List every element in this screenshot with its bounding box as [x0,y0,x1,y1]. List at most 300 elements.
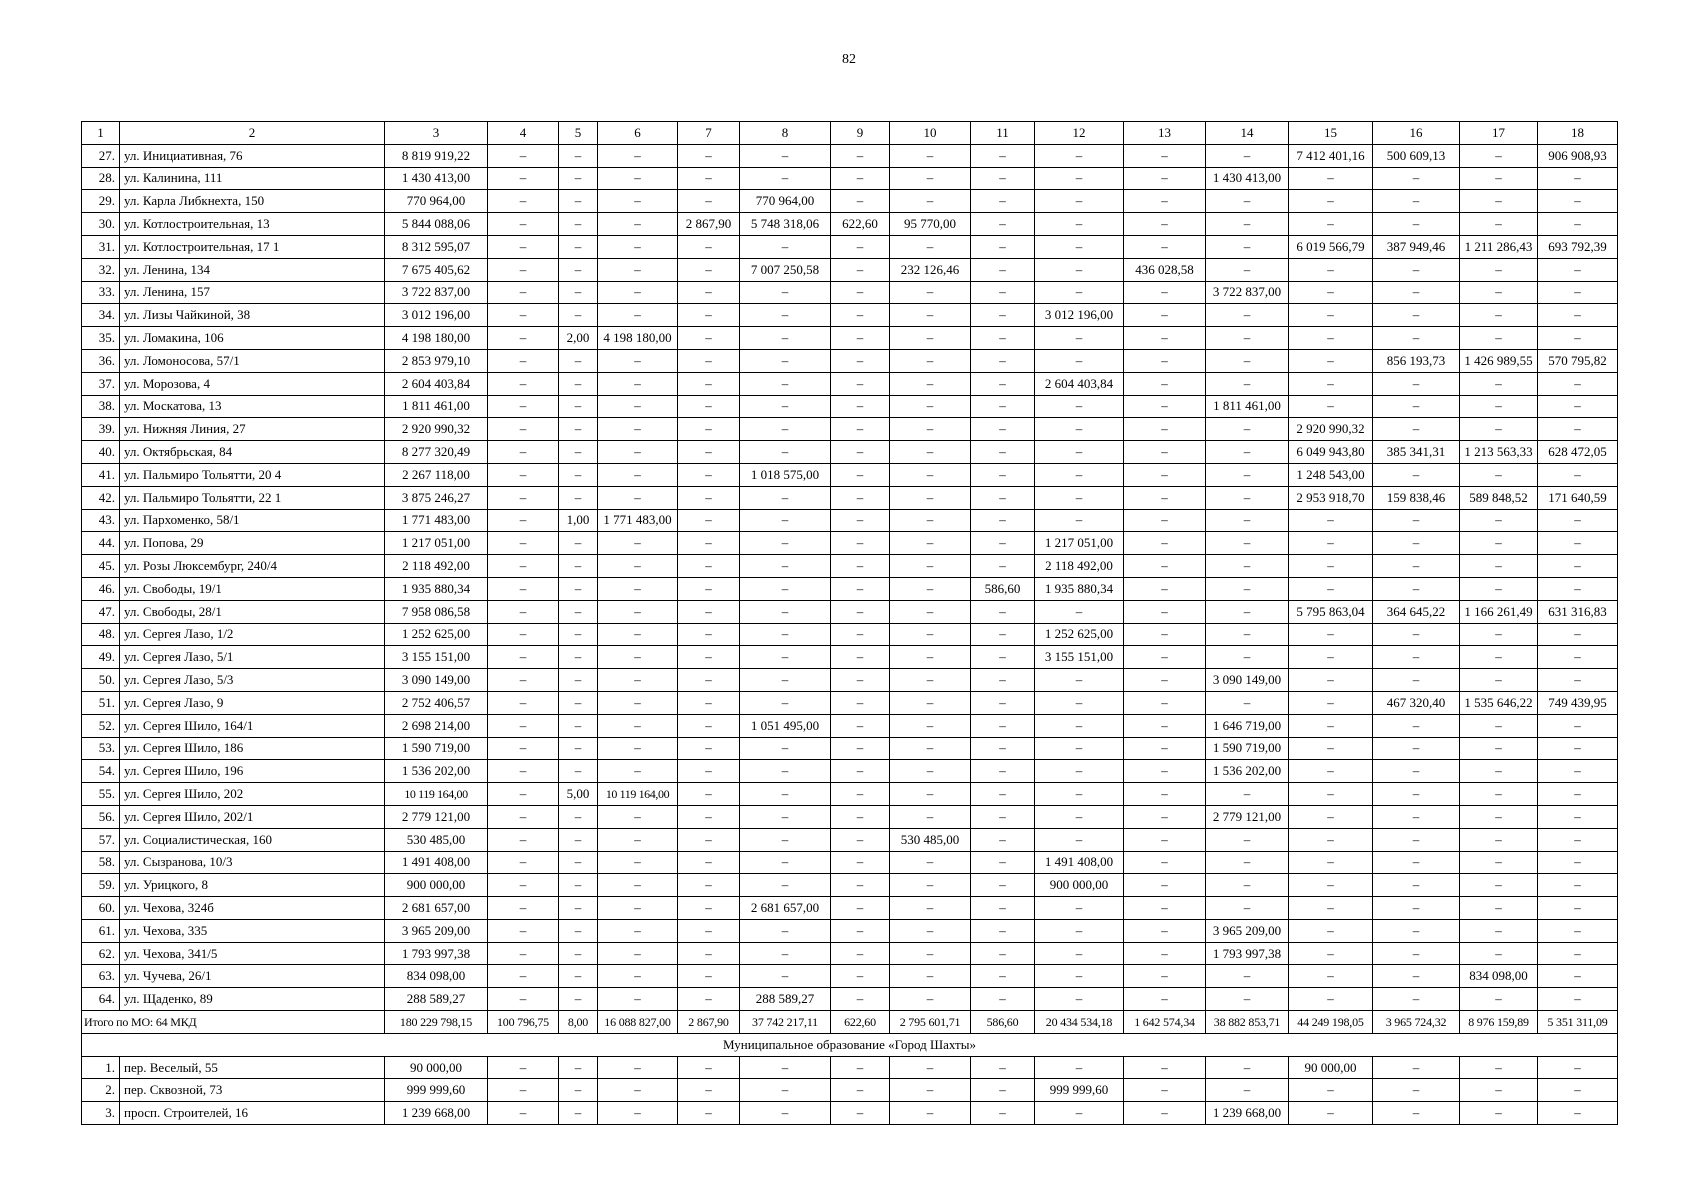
value-cell: – [598,372,678,395]
value-cell: – [1538,1079,1618,1102]
value-cell: – [598,463,678,486]
row-number: 45. [82,555,120,578]
value-cell: – [890,897,971,920]
value-cell: – [1206,327,1289,350]
value-cell: – [559,851,598,874]
value-cell: – [831,281,890,304]
value-cell: 1 430 413,00 [385,167,488,190]
value-cell: – [1289,258,1373,281]
value-cell: – [559,167,598,190]
value-cell: 1 536 202,00 [385,760,488,783]
value-cell: – [1206,235,1289,258]
value-cell: – [598,235,678,258]
row-number: 42. [82,486,120,509]
value-cell: 3 090 149,00 [385,669,488,692]
value-cell: – [488,623,559,646]
value-cell: – [1124,395,1206,418]
value-cell: – [1206,828,1289,851]
value-cell: – [1124,441,1206,464]
column-header: 11 [971,122,1035,145]
value-cell: – [1289,988,1373,1011]
value-cell: 900 000,00 [1035,874,1124,897]
value-cell: – [488,372,559,395]
value-cell: – [488,965,559,988]
value-cell: – [1289,349,1373,372]
value-cell: 1 771 483,00 [385,509,488,532]
value-cell: – [598,805,678,828]
value-cell: – [1124,965,1206,988]
value-cell: – [1206,897,1289,920]
table-row [82,783,1618,806]
value-cell: – [1373,874,1460,897]
table-row [82,919,1618,942]
value-cell: – [740,327,831,350]
value-cell: – [488,509,559,532]
value-cell: – [488,304,559,327]
value-cell: – [678,258,740,281]
value-cell: – [1460,304,1538,327]
value-cell: – [740,874,831,897]
value-cell: – [1373,167,1460,190]
value-cell: – [559,965,598,988]
value-cell: – [1035,235,1124,258]
value-cell: – [598,395,678,418]
value-cell: – [890,714,971,737]
value-cell: – [831,304,890,327]
value-cell: 1 018 575,00 [740,463,831,486]
value-cell: 1 793 997,38 [385,942,488,965]
value-cell: – [1124,714,1206,737]
value-cell: – [890,851,971,874]
value-cell: 1 646 719,00 [1206,714,1289,737]
total-value-cell: 586,60 [971,1011,1035,1034]
value-cell: – [1538,623,1618,646]
row-number: 56. [82,805,120,828]
value-cell: – [890,805,971,828]
value-cell: 2 920 990,32 [385,418,488,441]
value-cell: – [1035,897,1124,920]
value-cell: – [831,144,890,167]
total-value-cell: 3 965 724,32 [1373,1011,1460,1034]
value-cell: 589 848,52 [1460,486,1538,509]
value-cell: – [559,805,598,828]
value-cell: – [1289,828,1373,851]
value-cell: 2 779 121,00 [1206,805,1289,828]
value-cell: – [488,851,559,874]
value-cell: – [831,395,890,418]
value-cell: – [740,532,831,555]
value-cell: – [1373,737,1460,760]
value-cell: – [971,327,1035,350]
value-cell: – [831,509,890,532]
value-cell: – [1373,851,1460,874]
value-cell: – [1035,760,1124,783]
value-cell: – [1373,190,1460,213]
value-cell: 90 000,00 [385,1056,488,1079]
value-cell: – [559,235,598,258]
value-cell: – [740,144,831,167]
total-label: Итого по МО: 64 МКД [82,1011,385,1034]
row-number: 27. [82,144,120,167]
value-cell: – [1289,737,1373,760]
value-cell: – [1124,691,1206,714]
value-cell: – [559,349,598,372]
value-cell: – [1124,213,1206,236]
value-cell: – [740,942,831,965]
column-header: 1 [82,122,120,145]
value-cell: – [1538,509,1618,532]
row-number: 49. [82,646,120,669]
table-row [82,737,1618,760]
funding-table [81,121,1618,1125]
value-cell: – [598,304,678,327]
address-cell: ул. Нижняя Линия, 27 [120,418,385,441]
value-cell: – [488,577,559,600]
value-cell: – [1206,349,1289,372]
value-cell: – [1206,190,1289,213]
value-cell: – [740,760,831,783]
value-cell: – [971,737,1035,760]
value-cell: – [488,281,559,304]
value-cell: – [890,235,971,258]
value-cell: – [1289,714,1373,737]
value-cell: – [1289,942,1373,965]
value-cell: 5 844 088,06 [385,213,488,236]
value-cell: 232 126,46 [890,258,971,281]
address-cell: ул. Ломакина, 106 [120,327,385,350]
column-header: 14 [1206,122,1289,145]
value-cell: – [831,555,890,578]
value-cell: – [1538,919,1618,942]
value-cell: – [740,1102,831,1125]
value-cell: 7 675 405,62 [385,258,488,281]
value-cell: 834 098,00 [385,965,488,988]
value-cell: – [971,167,1035,190]
value-cell: – [1373,555,1460,578]
value-cell: – [1538,281,1618,304]
value-cell: – [559,1079,598,1102]
value-cell: – [559,190,598,213]
value-cell: – [1124,1079,1206,1102]
value-cell: 7 007 250,58 [740,258,831,281]
value-cell: – [1289,760,1373,783]
value-cell: – [971,1056,1035,1079]
value-cell: – [559,737,598,760]
value-cell: – [831,623,890,646]
value-cell: – [1538,828,1618,851]
value-cell: – [488,988,559,1011]
row-number: 29. [82,190,120,213]
value-cell: – [488,919,559,942]
value-cell: – [971,897,1035,920]
value-cell: 570 795,82 [1538,349,1618,372]
value-cell: 2 604 403,84 [1035,372,1124,395]
total-value-cell: 2 867,90 [678,1011,740,1034]
value-cell: – [678,372,740,395]
value-cell: – [678,646,740,669]
row-number: 39. [82,418,120,441]
value-cell: – [1035,965,1124,988]
value-cell: – [740,691,831,714]
value-cell: – [890,600,971,623]
value-cell: – [488,1056,559,1079]
value-cell: – [678,691,740,714]
value-cell: – [1035,828,1124,851]
value-cell: – [1289,509,1373,532]
value-cell: – [971,304,1035,327]
value-cell: – [1035,144,1124,167]
value-cell: 3 875 246,27 [385,486,488,509]
value-cell: – [1460,190,1538,213]
value-cell: – [598,623,678,646]
value-cell: – [740,851,831,874]
value-cell: – [1289,646,1373,669]
value-cell: – [488,714,559,737]
value-cell: – [831,486,890,509]
value-cell: – [890,737,971,760]
value-cell: – [488,783,559,806]
row-number: 43. [82,509,120,532]
value-cell: – [559,1056,598,1079]
value-cell: – [559,258,598,281]
value-cell: – [1373,463,1460,486]
value-cell: – [678,714,740,737]
value-cell: – [971,509,1035,532]
table-row [82,395,1618,418]
value-cell: – [890,281,971,304]
value-cell: – [890,441,971,464]
value-cell: 3 722 837,00 [385,281,488,304]
value-cell: – [598,646,678,669]
value-cell: – [1124,942,1206,965]
value-cell: 8 819 919,22 [385,144,488,167]
column-header: 18 [1538,122,1618,145]
address-cell: ул. Сергея Шило, 164/1 [120,714,385,737]
value-cell: – [1206,1056,1289,1079]
value-cell: – [1124,190,1206,213]
row-number: 31. [82,235,120,258]
value-cell: – [1289,897,1373,920]
section-title: Муниципальное образование «Город Шахты» [82,1033,1618,1056]
value-cell: – [1124,349,1206,372]
value-cell: – [971,486,1035,509]
row-number: 35. [82,327,120,350]
table-body [82,122,1618,1125]
value-cell: 2 267 118,00 [385,463,488,486]
value-cell: – [598,669,678,692]
value-cell: – [559,942,598,965]
value-cell: – [1538,532,1618,555]
value-cell: – [488,1079,559,1102]
value-cell: – [740,965,831,988]
value-cell: – [971,441,1035,464]
value-cell: 1 252 625,00 [385,623,488,646]
value-cell: – [1124,669,1206,692]
value-cell: – [971,190,1035,213]
value-cell: – [1289,395,1373,418]
total-row [82,1011,1618,1034]
value-cell: – [890,691,971,714]
address-cell: ул. Ломоносова, 57/1 [120,349,385,372]
value-cell: – [1373,828,1460,851]
table-row [82,805,1618,828]
row-number: 52. [82,714,120,737]
value-cell: – [598,874,678,897]
value-cell: – [1538,327,1618,350]
value-cell: – [831,988,890,1011]
value-cell: – [1289,213,1373,236]
value-cell: – [1460,281,1538,304]
value-cell: – [559,555,598,578]
value-cell: – [598,349,678,372]
value-cell: – [1460,1102,1538,1125]
value-cell: 1 771 483,00 [598,509,678,532]
column-header: 4 [488,122,559,145]
value-cell: – [678,418,740,441]
header-row [82,122,1618,145]
value-cell: – [1460,760,1538,783]
value-cell: 95 770,00 [890,213,971,236]
row-number: 40. [82,441,120,464]
address-cell: ул. Октябрьская, 84 [120,441,385,464]
value-cell: – [678,669,740,692]
value-cell: – [971,600,1035,623]
value-cell: – [678,623,740,646]
value-cell: – [678,851,740,874]
row-number: 36. [82,349,120,372]
row-number: 58. [82,851,120,874]
address-cell: ул. Пархоменко, 58/1 [120,509,385,532]
value-cell: – [740,1056,831,1079]
value-cell: – [678,349,740,372]
value-cell: – [1460,942,1538,965]
address-cell: ул. Калинина, 111 [120,167,385,190]
value-cell: – [559,304,598,327]
address-cell: ул. Сергея Лазо, 1/2 [120,623,385,646]
value-cell: – [1206,646,1289,669]
value-cell: – [1289,783,1373,806]
value-cell: – [890,874,971,897]
value-cell: 2 681 657,00 [740,897,831,920]
value-cell: – [890,760,971,783]
value-cell: – [598,144,678,167]
value-cell: – [598,190,678,213]
value-cell: – [598,965,678,988]
value-cell: – [678,395,740,418]
value-cell: – [678,441,740,464]
value-cell: 7 412 401,16 [1289,144,1373,167]
value-cell: – [740,669,831,692]
row-number: 28. [82,167,120,190]
value-cell: – [831,919,890,942]
value-cell: – [678,919,740,942]
value-cell: – [1538,418,1618,441]
value-cell: – [678,509,740,532]
address-cell: ул. Щаденко, 89 [120,988,385,1011]
row-number: 34. [82,304,120,327]
value-cell: – [1373,327,1460,350]
value-cell: – [488,395,559,418]
value-cell: – [1538,783,1618,806]
value-cell: – [1289,691,1373,714]
value-cell: 385 341,31 [1373,441,1460,464]
total-value-cell: 5 351 311,09 [1538,1011,1618,1034]
value-cell: – [1124,167,1206,190]
row-number: 57. [82,828,120,851]
value-cell: – [1289,1102,1373,1125]
value-cell: – [678,281,740,304]
value-cell: – [1035,805,1124,828]
value-cell: – [559,988,598,1011]
value-cell: – [890,577,971,600]
value-cell: 999 999,60 [1035,1079,1124,1102]
value-cell: – [598,828,678,851]
value-cell: – [1124,509,1206,532]
value-cell: – [1206,965,1289,988]
value-cell: – [678,1056,740,1079]
address-cell: ул. Чехова, 335 [120,919,385,942]
value-cell: – [1124,828,1206,851]
value-cell: – [1206,144,1289,167]
value-cell: – [1206,486,1289,509]
value-cell: 3 012 196,00 [1035,304,1124,327]
value-cell: – [1460,577,1538,600]
value-cell: 6 019 566,79 [1289,235,1373,258]
address-cell: ул. Попова, 29 [120,532,385,555]
value-cell: – [740,281,831,304]
value-cell: – [831,851,890,874]
address-cell: ул. Ленина, 157 [120,281,385,304]
value-cell: – [1289,532,1373,555]
value-cell: – [831,760,890,783]
value-cell: – [559,646,598,669]
value-cell: – [598,1079,678,1102]
value-cell: – [1373,623,1460,646]
value-cell: 1 935 880,34 [385,577,488,600]
value-cell: – [890,418,971,441]
table-row [82,555,1618,578]
value-cell: – [890,783,971,806]
address-cell: ул. Сергея Шило, 186 [120,737,385,760]
value-cell: – [1460,1079,1538,1102]
value-cell: – [1538,190,1618,213]
table-row [82,691,1618,714]
value-cell: – [1538,258,1618,281]
value-cell: – [1289,919,1373,942]
value-cell: – [488,691,559,714]
table-row [82,600,1618,623]
value-cell: – [1373,805,1460,828]
value-cell: – [1124,874,1206,897]
value-cell: – [1035,1102,1124,1125]
table-row [82,144,1618,167]
value-cell: 1 535 646,22 [1460,691,1538,714]
value-cell: 693 792,39 [1538,235,1618,258]
value-cell: 288 589,27 [385,988,488,1011]
value-cell: – [740,828,831,851]
value-cell: – [1460,919,1538,942]
value-cell: – [1035,463,1124,486]
value-cell: – [1035,509,1124,532]
row-number: 61. [82,919,120,942]
value-cell: – [1538,1102,1618,1125]
value-cell: – [1035,691,1124,714]
table-row [82,965,1618,988]
row-number: 55. [82,783,120,806]
value-cell: 4 198 180,00 [385,327,488,350]
value-cell: – [1373,418,1460,441]
row-number: 64. [82,988,120,1011]
